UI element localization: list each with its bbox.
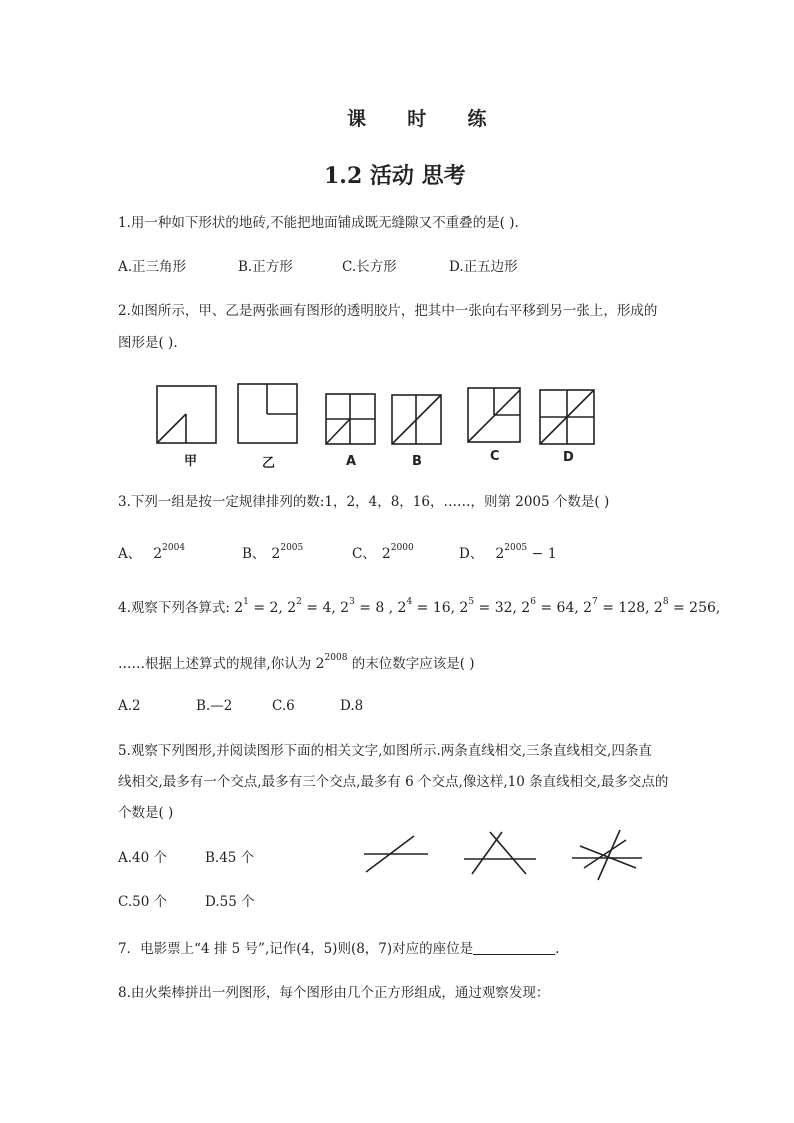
- figure-label-c: C: [490, 449, 500, 464]
- title-char: 练: [467, 108, 489, 130]
- equation: $2^6 = 64$,: [521, 597, 579, 616]
- equation: $2^7 = 128$,: [583, 597, 650, 616]
- q2-stem-line2: 图形是( ).: [118, 335, 178, 351]
- figure-b: [392, 395, 441, 444]
- q4-line2: [118, 648, 475, 674]
- equation: $2^3 = 8$ ,: [340, 597, 394, 616]
- q2-figures: [0, 378, 794, 488]
- q3-stem: 3.下列一组是按一定规律排列的数:1，2，4，8，16，……，则第 2005 个数是( ): [118, 494, 610, 510]
- option-prefix: C、: [352, 546, 376, 562]
- option-prefix: A、: [118, 546, 142, 562]
- power-base: 2: [315, 656, 325, 672]
- q5-option-a: A.40 个: [118, 850, 168, 866]
- q5-stem-line2: 线相交,最多有一个交点,最多有三个交点,最多有 6 个交点,像这样,10 条直线相交,最多交点的: [118, 774, 669, 790]
- q5-line-figures: [0, 828, 794, 888]
- q4-line2-prefix: ……根据上述算式的规律,你认为: [118, 656, 312, 672]
- figure-label-a: A: [346, 454, 357, 469]
- figure-c: [468, 388, 520, 442]
- q7-stem: [118, 939, 559, 959]
- q4-line2-suffix: 的末位数字应该是( ): [351, 656, 475, 672]
- option-prefix: B、: [242, 546, 266, 562]
- power-base: 2: [271, 546, 281, 562]
- equation: $2^1 = 2$,: [234, 597, 283, 616]
- figure-label-yi: 乙: [262, 456, 276, 471]
- q4-option-d: D.8: [340, 698, 364, 714]
- two-lines-figure: [364, 836, 428, 872]
- power-base: 2: [495, 546, 505, 562]
- worksheet-title: [347, 104, 489, 131]
- q1-option-a: A.正三角形: [118, 259, 187, 275]
- option-suffix: − 1: [527, 546, 557, 562]
- three-lines-figure: [464, 832, 536, 874]
- q8-stem: 8.由火柴棒拼出一列图形，每个图形由几个正方形组成，通过观察发现：: [118, 985, 550, 1001]
- figure-label-jia: 甲: [184, 454, 198, 469]
- q7-stem-suffix: .: [555, 941, 560, 957]
- power-base: 2: [153, 546, 163, 562]
- figure-d: [540, 390, 594, 444]
- power-exponent: 2005: [280, 543, 304, 553]
- q1-option-b: B.正方形: [238, 259, 293, 275]
- power-exponent: 2004: [162, 543, 186, 553]
- title-char: 课: [347, 108, 369, 130]
- q5-stem-line3: 个数是( ): [118, 805, 174, 821]
- q3-option-a: [118, 538, 185, 564]
- four-lines-figure: [572, 830, 642, 880]
- q1-option-d: D.正五边形: [449, 259, 518, 275]
- title-char: 时: [407, 108, 429, 130]
- q4-option-c: C.6: [272, 698, 295, 714]
- q4-option-b: B.—2: [196, 698, 233, 714]
- option-prefix: D、: [459, 546, 484, 562]
- q1-option-c: C.长方形: [342, 259, 397, 275]
- q4-equations-line: [118, 592, 720, 618]
- power-exponent: 2008: [324, 653, 348, 663]
- power-exponent: 2000: [390, 543, 414, 553]
- figure-label-d: D: [563, 450, 574, 465]
- figure-jia: [157, 386, 216, 443]
- q4-stem-prefix: 4.观察下列各算式:: [118, 600, 230, 616]
- q5-stem-line1: 5.观察下列图形,并阅读图形下面的相关文字,如图所示.两条直线相交,三条直线相交,四条直: [118, 743, 652, 759]
- q5-option-c: C.50 个: [118, 894, 168, 910]
- q5-option-b: B.45 个: [205, 850, 255, 866]
- q4-option-a: A.2: [118, 698, 141, 714]
- figure-label-b: B: [412, 454, 422, 469]
- figure-a: [326, 394, 375, 444]
- figure-yi: [238, 384, 297, 443]
- q2-stem-line1: 2.如图所示，甲、乙是两张画有图形的透明胶片，把其中一张向右平移到另一张上，形成的: [118, 303, 658, 319]
- lesson-subtitle: 1.2 活动 思考: [324, 163, 466, 189]
- equation: $2^4 = 16$,: [397, 597, 456, 616]
- answer-blank: [473, 940, 555, 955]
- power-base: 2: [381, 546, 391, 562]
- q3-option-b: [242, 538, 303, 564]
- q7-stem-prefix: 7．电影票上“4 排 5 号”,记作(4，5)则(8，7)对应的座位是: [118, 941, 474, 957]
- q5-option-d: D.55 个: [205, 894, 255, 910]
- q1-stem: 1.用一种如下形状的地砖,不能把地面铺成既无缝隙又不重叠的是( ).: [118, 215, 519, 231]
- power-exponent: 2005: [504, 543, 528, 553]
- equation: $2^5 = 32$,: [459, 597, 517, 616]
- equation: $2^8 = 256$,: [653, 597, 721, 616]
- q3-option-c: [352, 538, 414, 564]
- equation: $2^2 = 4$,: [287, 597, 336, 616]
- q3-option-d: [459, 538, 557, 564]
